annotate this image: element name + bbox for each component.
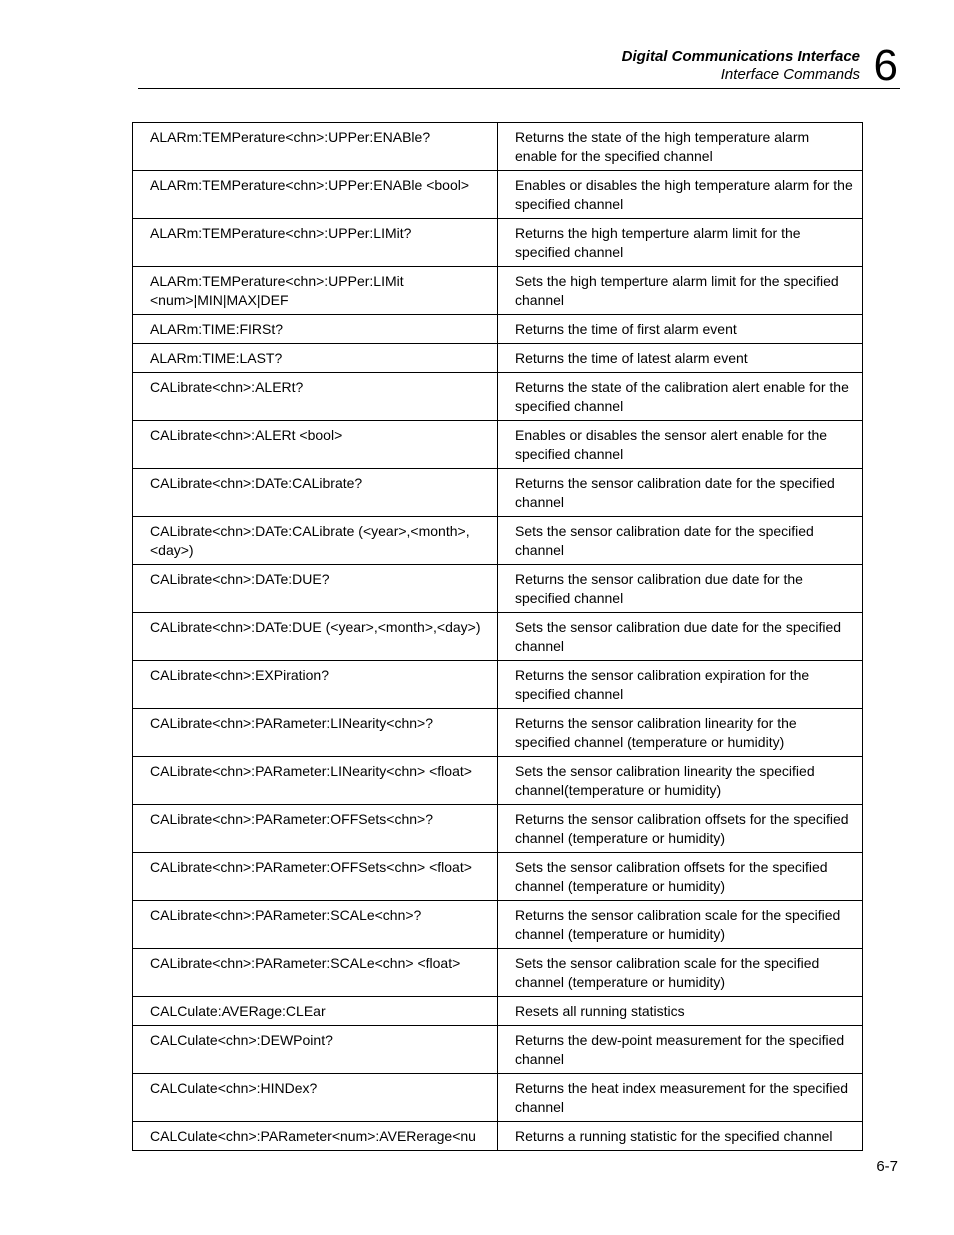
description-cell: Returns the dew-point measurement for the specified channel [498,1026,863,1074]
description-cell: Returns the sensor calibration linearity for the specified channel (temperature or humidity) [498,709,863,757]
command-cell: CALibrate<chn>:ALERt <bool> [133,421,498,469]
description-cell: Sets the sensor calibration linearity the specified channel(temperature or humidity) [498,757,863,805]
command-cell: CALibrate<chn>:PARameter:OFFSets<chn> <float> [133,853,498,901]
table-row [133,517,863,565]
table-row [133,613,863,661]
command-cell: CALCulate<chn>:HINDex? [133,1074,498,1122]
table-row [133,853,863,901]
description-cell: Returns the sensor calibration date for the specified channel [498,469,863,517]
description-cell: Returns the time of first alarm event [498,315,863,344]
command-cell: CALibrate<chn>:DATe:DUE? [133,565,498,613]
command-cell: CALibrate<chn>:DATe:DUE (<year>,<month>,<day>) [133,613,498,661]
description-cell: Sets the sensor calibration due date for the specified channel [498,613,863,661]
page-header [138,40,900,90]
command-cell: CALibrate<chn>:EXPiration? [133,661,498,709]
description-cell: Returns the state of the calibration alert enable for the specified channel [498,373,863,421]
description-cell: Sets the high temperture alarm limit for the specified channel [498,267,863,315]
table-row [133,1074,863,1122]
command-cell: CALibrate<chn>:ALERt? [133,373,498,421]
command-cell: CALibrate<chn>:DATe:CALibrate? [133,469,498,517]
table-row [133,1026,863,1074]
description-cell: Enables or disables the sensor alert enable for the specified channel [498,421,863,469]
command-cell: ALARm:TIME:FIRSt? [133,315,498,344]
command-cell: CALibrate<chn>:PARameter:OFFSets<chn>? [133,805,498,853]
command-cell: CALCulate<chn>:PARameter<num>:AVERerage<nu [133,1122,498,1151]
command-cell: ALARm:TEMPerature<chn>:UPPer:ENABle <bool> [133,171,498,219]
command-table [132,122,863,1151]
description-cell: Returns the time of latest alarm event [498,344,863,373]
description-cell: Returns the sensor calibration expiration for the specified channel [498,661,863,709]
description-cell: Returns a running statistic for the specified channel [498,1122,863,1151]
table-row [133,565,863,613]
description-cell: Sets the sensor calibration scale for the specified channel (temperature or humidity) [498,949,863,997]
table-row [133,661,863,709]
table-row [133,949,863,997]
table-row [133,267,863,315]
table-row [133,315,863,344]
chapter-number: 6 [873,41,898,90]
header-text [622,48,860,84]
table-row [133,805,863,853]
description-cell: Returns the state of the high temperature alarm enable for the specified channel [498,123,863,171]
header-rule [138,88,900,89]
description-cell: Enables or disables the high temperature alarm for the specified channel [498,171,863,219]
table-row [133,219,863,267]
command-cell: CALCulate:AVERage:CLEar [133,997,498,1026]
header-title: Digital Communications Interface [621,48,860,65]
table-row [133,344,863,373]
table-row [133,123,863,171]
description-cell: Returns the heat index measurement for the specified channel [498,1074,863,1122]
description-cell: Returns the sensor calibration scale for the specified channel (temperature or humidity) [498,901,863,949]
command-cell: ALARm:TEMPerature<chn>:UPPer:ENABle? [133,123,498,171]
description-cell: Returns the sensor calibration offsets for the specified channel (temperature or humidity) [498,805,863,853]
table-row [133,1122,863,1151]
command-cell: CALibrate<chn>:PARameter:LINearity<chn> <float> [133,757,498,805]
command-cell: ALARm:TEMPerature<chn>:UPPer:LIMit <num>|MIN|MAX|DEF [133,267,498,315]
command-cell: CALibrate<chn>:PARameter:SCALe<chn>? [133,901,498,949]
description-cell: Sets the sensor calibration offsets for the specified channel (temperature or humidity) [498,853,863,901]
command-cell: CALibrate<chn>:PARameter:SCALe<chn> <float> [133,949,498,997]
table-row [133,709,863,757]
command-cell: CALibrate<chn>:DATe:CALibrate (<year>,<month>,<day>) [133,517,498,565]
table-row [133,997,863,1026]
description-cell: Returns the sensor calibration due date for the specified channel [498,565,863,613]
table-row [133,421,863,469]
header-subtitle: Interface Commands [720,66,860,83]
description-cell: Resets all running statistics [498,997,863,1026]
page-number: 6-7 [876,1158,898,1175]
command-cell: ALARm:TIME:LAST? [133,344,498,373]
command-cell: CALibrate<chn>:PARameter:LINearity<chn>? [133,709,498,757]
table-row [133,373,863,421]
command-cell: CALCulate<chn>:DEWPoint? [133,1026,498,1074]
command-cell: ALARm:TEMPerature<chn>:UPPer:LIMit? [133,219,498,267]
table-row [133,469,863,517]
table-row [133,757,863,805]
table-row [133,171,863,219]
description-cell: Sets the sensor calibration date for the specified channel [498,517,863,565]
description-cell: Returns the high temperture alarm limit for the specified channel [498,219,863,267]
table-row [133,901,863,949]
